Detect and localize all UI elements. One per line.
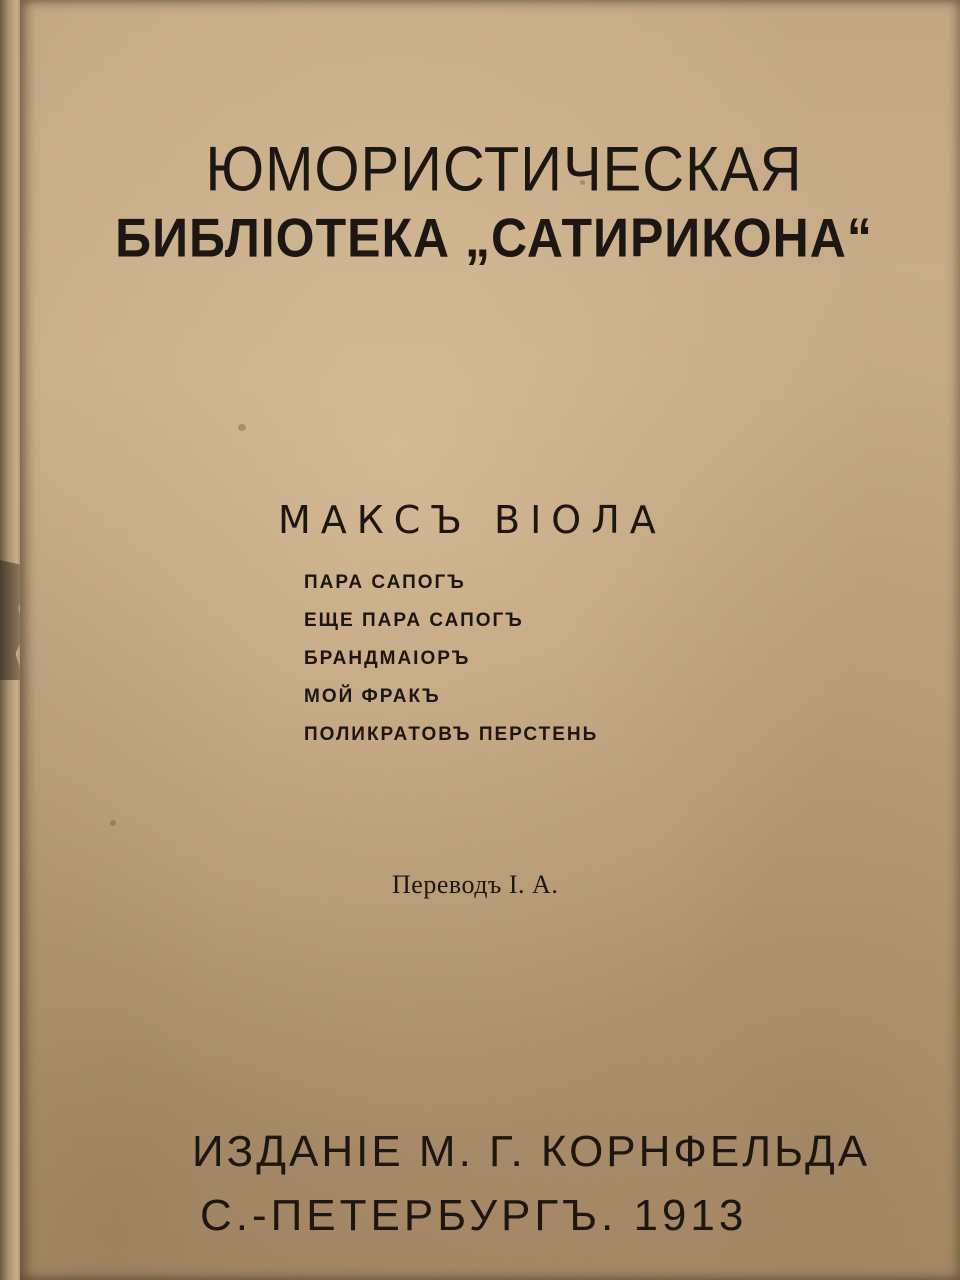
list-item: ПОЛИКРАТОВЪ ПЕРСТЕНЬ [304, 724, 599, 745]
list-item: БРАНДМАІОРЪ [304, 648, 471, 669]
list-item: ПАРА САПОГЪ [304, 572, 466, 593]
city-year-line: С.-ПЕТЕРБУРГЪ. 1913 [200, 1191, 748, 1240]
series-title-line2: БИБЛІОТЕКА „САТИРИКОНА“ [115, 207, 873, 269]
list-item: МОЙ ФРАКЪ [304, 686, 441, 707]
paper-stain [238, 424, 246, 431]
series-title-line1: ЮМОРИСТИЧЕСКАЯ [205, 134, 803, 205]
publisher-line: ИЗДАНІЕ М. Г. КОРНФЕЛЬДА [192, 1127, 871, 1176]
translator-credit: Переводъ І. А. [392, 870, 559, 899]
list-item: ЕЩЕ ПАРА САПОГЪ [304, 610, 524, 631]
paper-stain [110, 820, 116, 826]
contents-list [304, 568, 598, 758]
author-name: МАКСЪ ВІОЛА [278, 498, 666, 542]
title-page [20, 0, 960, 1280]
